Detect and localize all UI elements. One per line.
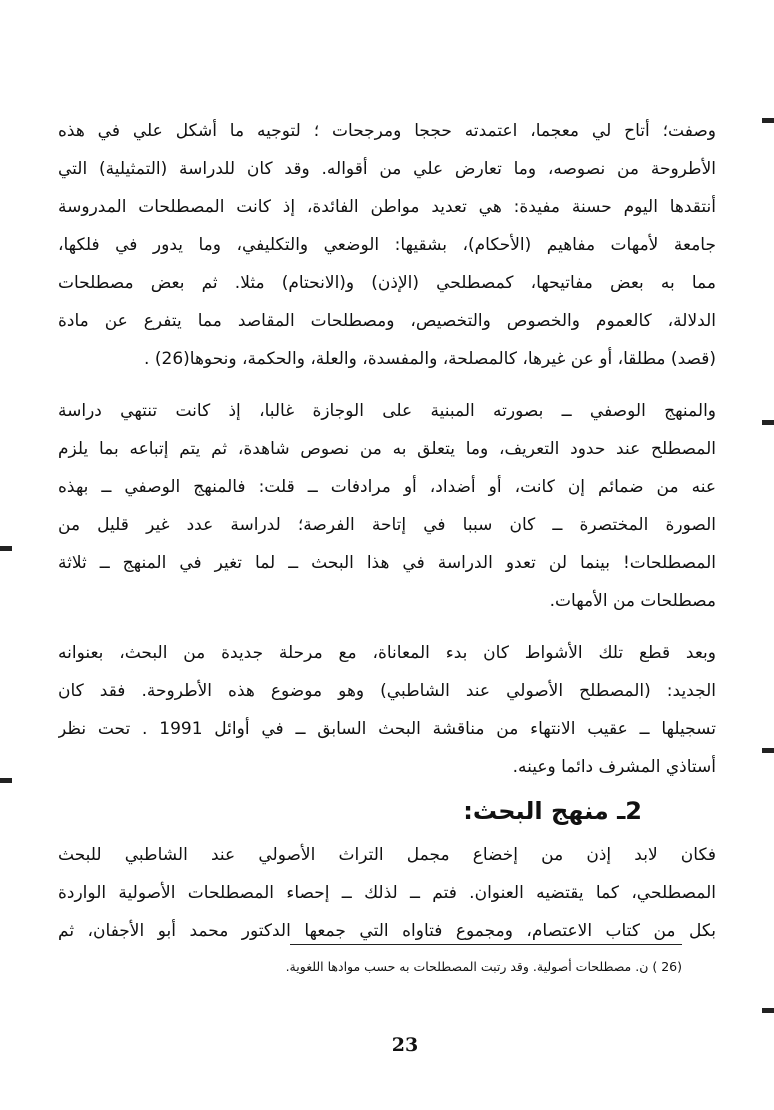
paragraph-4 <box>58 836 716 950</box>
text-line: الأطروحة من نصوصه، وما تعارض علي من أقواله. وقد كان للدراسة (التمثيلية) التي <box>58 159 716 179</box>
text-line: فكان لابد إذن من إخضاع مجمل التراث الأصولي عند الشاطبي للبحث <box>58 845 716 865</box>
text-line: أستاذي المشرف دائما وعينه. <box>512 757 716 777</box>
text-line: أنتقدها اليوم حسنة مفيدة: هي تعديد مواطن الفائدة، إذ كانت المصطلحات المدروسة <box>58 197 716 217</box>
body-text <box>58 112 716 950</box>
paragraph-gap <box>58 620 716 634</box>
edge-mark <box>0 778 12 783</box>
edge-mark <box>0 546 12 551</box>
text-line: (قصد) مطلقا، أو عن غيرها، كالمصلحة، والمفسدة، والعلة، والحكمة، ونحوها(26) . <box>144 349 716 369</box>
text-line: والمنهج الوصفي ــ بصورته المبنية على الوجازة غالبا، إذ كانت تنتهي دراسة <box>58 401 716 421</box>
footnote-divider <box>290 944 682 945</box>
text-line: بكل من كتاب الاعتصام، ومجموع فتاواه التي جمعها الدكتور محمد أبو الأجفان، ثم <box>58 921 716 941</box>
text-line: جامعة لأمهات مفاهيم (الأحكام)، بشقيها: الوضعي والتكليفي، وما يدور في فلكها، <box>58 235 716 255</box>
paragraph-1 <box>58 112 716 378</box>
text-line: الجديد: (المصطلح الأصولي عند الشاطبي) وهو موضوع هذه الأطروحة. فقد كان <box>58 681 716 701</box>
paragraph-3 <box>58 634 716 786</box>
text-line: تسجيلها ــ عقيب الانتهاء من مناقشة البحث السابق ــ في أوائل 1991 . تحت نظر <box>58 719 716 739</box>
edge-mark <box>762 420 774 425</box>
edge-mark <box>762 748 774 753</box>
text-line: المصطلح عند حدود التعريف، وما يتعلق به من نصوص شاهدة، ثم يتم إتباعه بما يلزم <box>58 439 716 459</box>
text-line: مصطلحات من الأمهات. <box>549 591 716 611</box>
text-line: الصورة المختصرة ــ كان سببا في إتاحة الفرصة؛ لدراسة عدد غير قليل من <box>58 515 716 535</box>
page-number: 23 <box>391 1034 419 1056</box>
text-line: المصطلحي، كما يقتضيه العنوان. فتم ــ لذلك ــ إحصاء المصطلحات الأصولية الواردة <box>58 883 716 903</box>
edge-mark <box>762 1008 774 1013</box>
section-heading: 2ـ منهج البحث: <box>463 797 642 825</box>
footnote: (26 ) ن. مصطلحات أصولية. وقد رتبت المصطلحات به حسب موادها اللغوية. <box>285 959 682 974</box>
text-line: وبعد قطع تلك الأشواط كان بدء المعاناة، مع مرحلة جديدة من البحث، بعنوانه <box>58 643 716 663</box>
edge-mark <box>762 118 774 123</box>
text-line: الدلالة، كالعموم والخصوص والتخصيص، ومصطلحات المقاصد مما يتفرع عن مادة <box>58 311 716 331</box>
paragraph-gap <box>58 378 716 392</box>
text-line: وصفت؛ أتاح لي معجما، اعتمدته حججا ومرجحات ؛ لتوجيه ما أشكل علي في هذه <box>58 121 716 141</box>
text-line: عنه من ضمائم إن كانت، أو أضداد، أو مرادفات ــ قلت: فالمنهج الوصفي ــ بهذه <box>58 477 716 497</box>
text-line: المصطلحات! بينما لن تعدو الدراسة في هذا البحث ــ لما تغير في المنهج ــ ثلاثة <box>58 553 716 573</box>
text-line: مما به بعض مفاتيحها، كمصطلحي (الإذن) و(الانحتام) مثلا. ثم بعض مصطلحات <box>58 273 716 293</box>
paragraph-2 <box>58 392 716 620</box>
